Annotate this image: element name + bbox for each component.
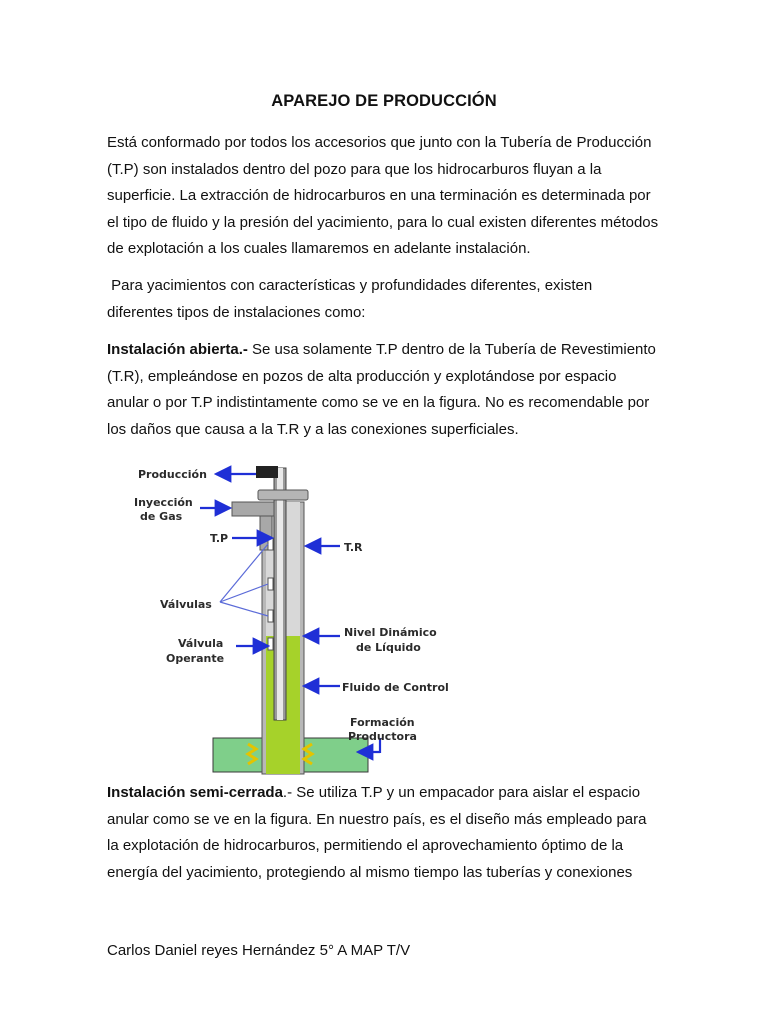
wellhead-flange <box>258 490 308 500</box>
gas-injection-pipe <box>232 502 274 516</box>
label-tp: T.P <box>210 532 229 545</box>
label-produccion: Producción <box>138 468 207 481</box>
text-line: la explotación de hidrocarburos, permitiendo el aprovechamiento óptimo de la <box>107 837 624 854</box>
label-formacion: Productora <box>348 730 417 743</box>
valve <box>268 610 273 622</box>
label-inyeccion: Inyección <box>134 496 193 509</box>
label-inyeccion: de Gas <box>140 510 183 523</box>
term-heading: Instalación abierta.- <box>107 341 248 358</box>
text-line: anular como se ve en la figura. En nuestro país, es el diseño más empleado para <box>107 810 647 828</box>
label-formacion: Formación <box>350 716 415 729</box>
valve <box>268 538 273 550</box>
text-line: Está conformado por todos los accesorios que junto con la Tubería de Producción <box>107 134 652 151</box>
text-line: superficie. La extracción de hidrocarburos en una terminación es determinada por <box>107 187 651 204</box>
label-valvula-operante: Operante <box>166 652 225 665</box>
page-footer: Carlos Daniel reyes Hernández 5° A MAP T/V <box>107 942 411 959</box>
term-heading: Instalación semi-cerrada <box>107 784 283 801</box>
label-valvula-operante: Válvula <box>178 637 224 650</box>
text-line: (T.R), empleándose en pozos de alta producción y explotándose por espacio <box>107 367 617 385</box>
operating-valve <box>268 638 273 650</box>
text-line: Para yacimientos con características y profundidades diferentes, existen <box>107 277 593 294</box>
page-title: APAREJO DE PRODUCCIÓN <box>271 92 497 110</box>
valve <box>268 578 273 590</box>
text-line: anular o por T.P indistintamente como se ve en la figura. No es recomendable por <box>107 394 650 411</box>
label-fluido: Fluido de Control <box>342 681 449 694</box>
label-nivel: de Líquido <box>356 641 421 654</box>
production-head <box>256 466 278 478</box>
text-line: Se usa solamente T.P dentro de la Tubería de Revestimiento <box>247 341 656 358</box>
label-valvulas: Válvulas <box>160 598 212 611</box>
well-diagram <box>128 460 458 780</box>
text-line: .- Se utiliza T.P y un empacador para aislar el espacio <box>282 784 641 801</box>
label-nivel: Nivel Dinámico <box>344 626 437 639</box>
text-line: energía del yacimiento, protegiendo al mismo tiempo las tuberías y conexiones <box>107 863 633 881</box>
text-line: los daños que causa a la T.R y a las conexiones superficiales. <box>107 420 519 438</box>
intro-paragraph <box>107 130 667 263</box>
text-line: (T.P) son instalados dentro del pozo para que los hidrocarburos fluyan a la <box>107 160 602 178</box>
text-line: diferentes tipos de instalaciones como: <box>107 303 366 321</box>
text-line: el tipo de fluido y la presión del yacimiento, para lo cual existen diferentes métodos <box>107 213 659 231</box>
open-installation-paragraph <box>107 337 667 443</box>
label-tr: T.R <box>344 541 363 554</box>
types-paragraph <box>107 273 667 326</box>
text-line: de explotación a los cuales llamaremos en adelante instalación. <box>107 240 531 257</box>
semi-closed-installation-paragraph <box>107 780 667 886</box>
